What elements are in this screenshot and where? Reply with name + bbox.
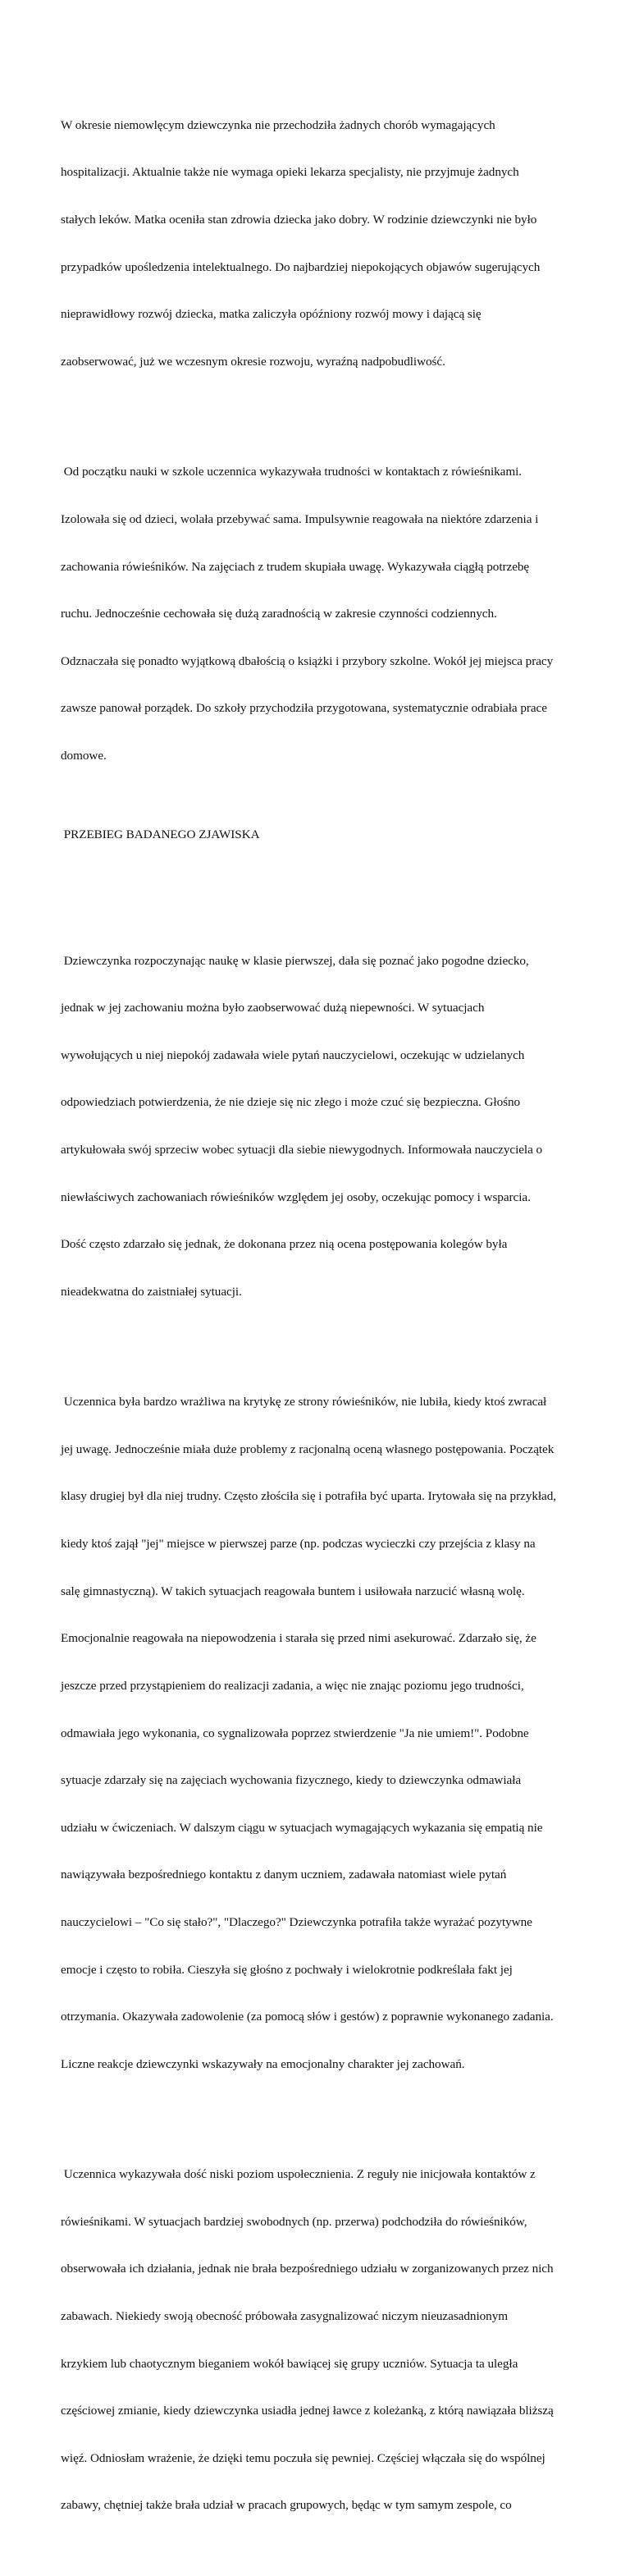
- text-line: hospitalizacji. Aktualnie także nie wymaga opieki lekarza specjalisty, nie przyjmuje żadnych: [61, 165, 519, 180]
- text-line: Dość często zdarzało się jednak, że dokonana przez nią ocena postępowania kolegów była: [61, 1237, 508, 1252]
- text-line: kiedy ktoś zajął "jej" miejsce w pierwszej parze (np. podczas wycieczki czy przejścia z klasy na: [61, 1537, 536, 1552]
- text-line: Od początku nauki w szkole uczennica wykazywała trudności w kontaktach z rówieśnikami.: [61, 465, 523, 479]
- paragraph-5: [61, 2135, 589, 2545]
- text-line: obserwowała ich działania, jednak nie brała bezpośredniego udziału w zorganizowanych przez nich: [61, 2262, 554, 2276]
- text-line: otrzymania. Okazywała zadowolenie (za pomocą słów i gestów) z poprawnie wykonanego zadania.: [61, 2010, 554, 2024]
- text-line: niewłaściwych zachowaniach rówieśników względem jej osoby, oczekując pomocy i wsparcia.: [61, 1189, 531, 1204]
- text-line: odmawiała jego wykonania, co sygnalizowała poprzez stwierdzenie "Ja nie umiem!". Podobne: [61, 1726, 529, 1740]
- document-body: [61, 54, 589, 2576]
- text-line: Liczne reakcje dziewczynki wskazywały na emocjonalny charakter jej zachowań.: [61, 2056, 465, 2071]
- text-line: nawiązywała bezpośredniego kontaktu z danym uczniem, zadawała natomiast wiele pytań: [61, 1868, 507, 1882]
- text-line: odpowiedziach potwierdzenia, że nie dzieje się nic złego i może czuć się bezpieczna. Głośno: [61, 1095, 521, 1110]
- paragraph-4: [61, 1363, 589, 2104]
- text-line: sytuacje zdarzały się na zajęciach wychowania fizycznego, kiedy to dziewczynka odmawiała: [61, 1773, 522, 1788]
- text-line: Uczennica wykazywała dość niski poziom uspołecznienia. Z reguły nie inicjowała kontaktów z: [61, 2167, 536, 2182]
- paragraph-2: [61, 433, 589, 795]
- text-line: udziału w ćwiczeniach. W dalszym ciągu w sytuacjach wymagających wykazania się empatią nie: [61, 1820, 543, 1835]
- text-line: nauczycielowi – "Co się stało?", "Dlaczego?" Dziewczynka potrafiła także wyrażać pozytywne: [61, 1914, 532, 1929]
- paragraph-1: [61, 85, 589, 401]
- text-line: rówieśnikami. W sytuacjach bardziej swobodnych (np. przerwa) podchodziła do rówieśników,: [61, 2214, 527, 2229]
- text-line: ruchu. Jednocześnie cechowała się dużą zaradnością w zakresie czynności codziennych.: [61, 607, 497, 621]
- text-line: salę gimnastyczną). W takich sytuacjach reagowała buntem i usiłowała narzucić własną wolę.: [61, 1584, 525, 1598]
- text-line: zabawy, chętniej także brała udział w pracach grupowych, będąc w tym samym zespole, co: [61, 2498, 512, 2513]
- text-line: Uczennica była bardzo wrażliwa na krytykę ze strony rówieśników, nie lubiła, kiedy ktoś zwracał: [61, 1395, 547, 1409]
- text-line: Dziewczynka rozpoczynając naukę w klasie pierwszej, dała się poznać jako pogodne dziecko,: [61, 953, 529, 968]
- text-line: zaobserwować, już we wczesnym okresie rozwoju, wyraźną nadpobudliwość.: [61, 354, 445, 369]
- text-line: jej uwagę. Jednocześnie miała duże problemy z racjonalną oceną własnego postępowania. Początek: [61, 1442, 555, 1456]
- text-line: więź. Odniosłam wrażenie, że dzięki temu poczuła się pewniej. Częściej włączała się do wspólnej: [61, 2450, 546, 2465]
- text-line: zachowania rówieśników. Na zajęciach z trudem skupiała uwagę. Wykazywała ciągłą potrzebę: [61, 559, 530, 574]
- text-line: nieadekwatna do zaistniałej sytuacji.: [61, 1284, 242, 1299]
- text-line: zabawach. Niekiedy swoją obecność próbowała zasygnalizować niczym nieuzasadnionym: [61, 2309, 509, 2324]
- paragraph-3: [61, 921, 589, 1331]
- text-line: emocje i często to robiła. Cieszyła się głośno z pochwały i wielokrotnie podkreślała fakt jej: [61, 1962, 513, 1977]
- text-line: przypadków upośledzenia intelektualnego. Do najbardziej niepokojących objawów sugerujących: [61, 259, 541, 274]
- text-line: stałych leków. Matka oceniła stan zdrowia dziecka jako dobry. W rodzinie dziewczynki nie było: [61, 213, 537, 227]
- text-line: Emocjonalnie reagowała na niepowodzenia i starała się przed nimi asekurować. Zdarzało się, że: [61, 1631, 536, 1646]
- text-line: jednak w jej zachowaniu można było zaobserwować dużą niepewności. W sytuacjach: [61, 1001, 485, 1015]
- text-line: zawsze panował porządek. Do szkoły przychodziła przygotowana, systematycznie odrabiała prace: [61, 701, 547, 716]
- text-line: klasy drugiej był dla niej trudny. Często złościła się i potrafiła być uparta. Irytowała się na przykład,: [61, 1489, 557, 1504]
- section-heading: PRZEBIEG BADANEGO ZJAWISKA: [61, 827, 260, 841]
- text-line: krzykiem lub chaotycznym bieganiem wokół bawiącej się grupy uczniów. Sytuacja ta uległa: [61, 2356, 518, 2371]
- text-line: Odznaczała się ponadto wyjątkową dbałością o książki i przybory szkolne. Wokół jej miejsca pracy: [61, 653, 554, 668]
- text-line: jeszcze przed przystąpieniem do realizacji zadania, a więc nie znając poziomu jego trudności,: [61, 1678, 524, 1693]
- text-line: domowe.: [61, 748, 107, 763]
- text-line: W okresie niemowlęcym dziewczynka nie przechodziła żadnych chorób wymagających: [61, 117, 495, 132]
- text-line: wywołujących u niej niepokój zadawała wiele pytań nauczycielowi, oczekując w udzielanych: [61, 1047, 525, 1062]
- text-line: częściowej zmianie, kiedy dziewczynka usiadła jednej ławce z koleżanką, z którą nawiązała bliższą: [61, 2404, 554, 2418]
- text-line: artykułowała swój sprzeciw wobec sytuacji dla siebie niewygodnych. Informowała nauczyciela o: [61, 1143, 543, 1157]
- text-line: nieprawidłowy rozwój dziecka, matka zaliczyła opóźniony rozwój mowy i dającą się: [61, 307, 482, 322]
- text-line: Izolowała się od dzieci, wolała przebywać sama. Impulsywnie reagowała na niektóre zdarzenia i: [61, 511, 539, 526]
- blank-line: [61, 874, 589, 890]
